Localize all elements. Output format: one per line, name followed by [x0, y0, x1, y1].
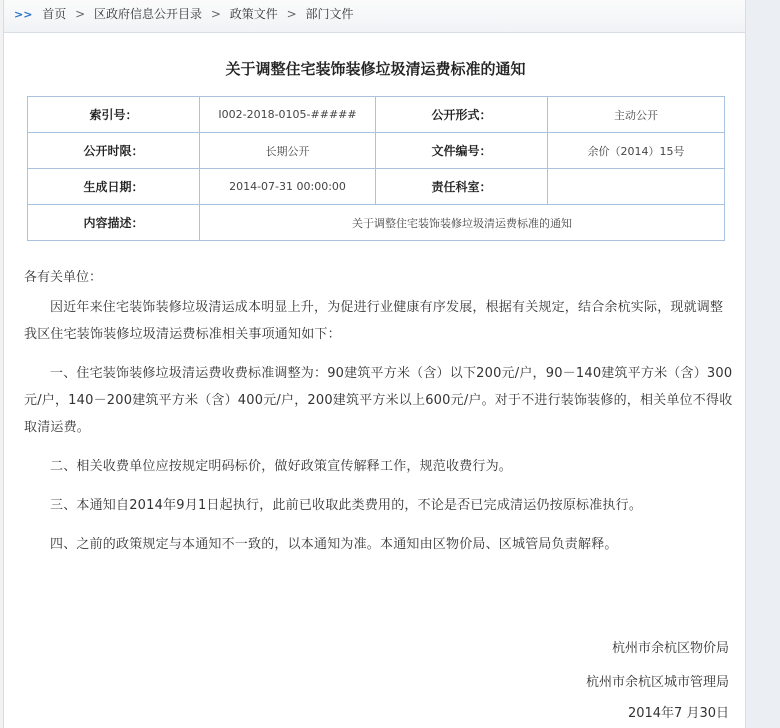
date-value: 2014-07-31 00:00:00 [200, 169, 376, 205]
signature-org-2: 杭州市余杭区城市管理局 [585, 675, 729, 690]
breadcrumb-separator: > [286, 7, 297, 21]
breadcrumb [4, 0, 745, 33]
document-body [24, 264, 736, 570]
salutation: 各有关单位： [24, 270, 103, 285]
desc-label: 内容描述： [28, 205, 200, 241]
table-row [28, 97, 725, 133]
document-page [3, 0, 746, 728]
signature-org-1: 杭州市余杭区物价局 [611, 641, 729, 656]
dept-label: 责任科室： [376, 169, 548, 205]
index-label: 索引号： [28, 97, 200, 133]
paragraph-item-2: 二、相关收费单位应按规定明码标价，做好政策宣传解释工作，规范收费行为。 [50, 459, 513, 474]
breadcrumb-dept-link[interactable]: 部门文件 [305, 7, 354, 21]
breadcrumb-home-link[interactable]: 首页 [42, 7, 67, 21]
docno-value: 余价（2014）15号 [548, 133, 725, 169]
signature-date: 2014年7 月30日 [627, 706, 729, 721]
desc-value: 关于调整住宅装饰装修垃圾清运费标准的通知 [200, 205, 725, 241]
paragraph-item-4: 四、之前的政策规定与本通知不一致的，以本通知为准。本通知由区物价局、区城管局负责解释。 [50, 537, 618, 552]
breadcrumb-separator: > [75, 7, 86, 21]
paragraph-item-3: 三、本通知自2014年9月1日起执行，此前已收取此类费用的，不论是否已完成清运仍按原标准执行。 [50, 498, 643, 513]
breadcrumb-arrow-icon: >> [14, 8, 33, 21]
breadcrumb-separator: > [210, 7, 221, 21]
right-side-panel [746, 0, 780, 728]
paragraph-item-1: 一、住宅装饰装修垃圾清运费收费标准调整为：90建筑平方米（含）以下200元/户，90－140建筑平方米（含）300元/户，140－200建筑平方米（含）400元/户，200建筑平方米以上600元/户。对于不进行装饰装修的，相关单位不得收取清运费。 [24, 366, 733, 435]
table-row [28, 169, 725, 205]
table-row [28, 205, 725, 241]
document-title: 关于调整住宅装饰装修垃圾清运费标准的通知 [225, 60, 526, 78]
document-info-table [27, 96, 725, 241]
breadcrumb-policy-link[interactable]: 政策文件 [229, 7, 278, 21]
period-label: 公开时限： [28, 133, 200, 169]
period-value: 长期公开 [200, 133, 376, 169]
table-row [28, 133, 725, 169]
docno-label: 文件编号： [376, 133, 548, 169]
index-value: I002-2018-0105-##### [200, 97, 376, 133]
breadcrumb-catalog-link[interactable]: 区政府信息公开目录 [94, 7, 203, 21]
form-value: 主动公开 [548, 97, 725, 133]
paragraph-intro: 因近年来住宅装饰装修垃圾清运成本明显上升，为促进行业健康有序发展，根据有关规定，结合余杭实际，现就调整我区住宅装饰装修垃圾清运费标准相关事项通知如下： [24, 300, 724, 342]
dept-value [548, 169, 725, 205]
form-label: 公开形式： [376, 97, 548, 133]
date-label: 生成日期： [28, 169, 200, 205]
